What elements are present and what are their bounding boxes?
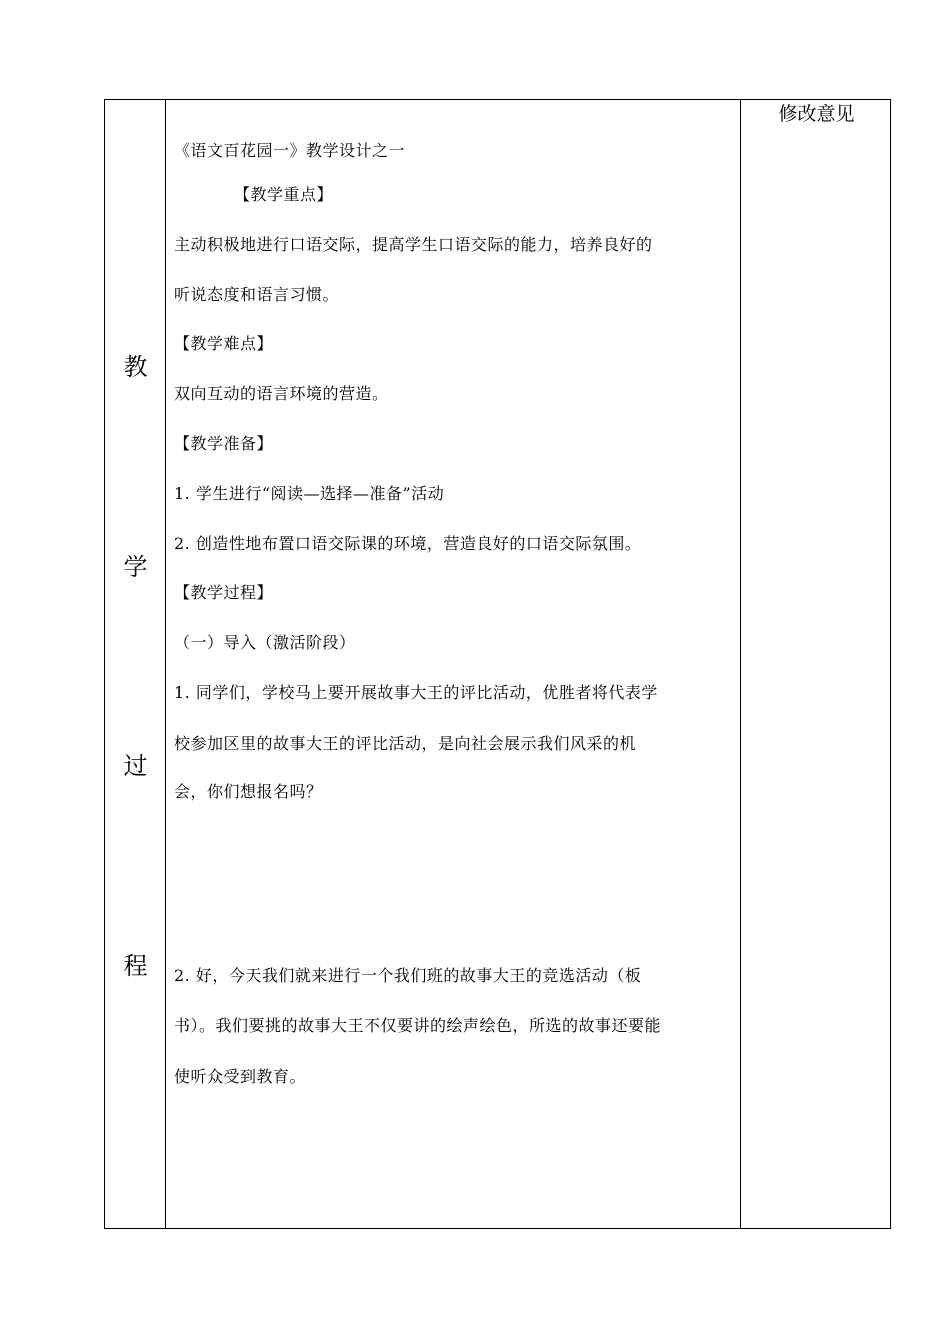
step2-line-1: 2. 好，今天我们就来进行一个我们班的故事大王的竞选活动（板 (174, 966, 642, 985)
revision-column (740, 100, 891, 1228)
left-label-column (105, 100, 166, 1228)
key-points-text-line-1: 主动积极地进行口语交际，提高学生口语交际的能力，培养良好的 (174, 235, 653, 254)
difficulty-heading: 【教学难点】 (174, 334, 274, 353)
step1-line-2: 校参加区里的故事大王的评比活动，是向社会展示我们风采的机 (174, 734, 637, 753)
revision-header: 修改意见 (778, 103, 855, 125)
step2-line-2: 书）。我们要挑的故事大王不仅要讲的绘声绘色，所选的故事还要能 (174, 1016, 662, 1035)
label-char-xue: 学 (123, 553, 148, 581)
label-char-cheng: 程 (123, 952, 148, 980)
difficulty-text: 双向互动的语言环境的营造。 (174, 384, 389, 403)
document-title: 《语文百花园一》教学设计之一 (174, 141, 406, 160)
intro-heading: （一）导入（激活阶段） (174, 633, 356, 652)
label-char-guo: 过 (123, 752, 148, 780)
key-points-text-line-2: 听说态度和语言习惯。 (174, 285, 340, 304)
label-char-jiao: 教 (123, 353, 148, 381)
step1-line-1: 1. 同学们，学校马上要开展故事大王的评比活动，优胜者将代表学 (174, 683, 658, 702)
preparation-item-1: 1. 学生进行“阅读—选择—准备”活动 (174, 484, 445, 503)
step1-line-3: 会，你们想报名吗？ (174, 782, 323, 801)
process-heading: 【教学过程】 (174, 583, 274, 602)
preparation-item-2: 2. 创造性地布置口语交际课的环境，营造良好的口语交际氛围。 (174, 534, 642, 553)
preparation-heading: 【教学准备】 (174, 434, 274, 453)
lesson-plan-table (104, 99, 891, 1229)
step2-line-3: 使听众受到教育。 (174, 1067, 307, 1086)
key-points-heading: 【教学重点】 (234, 185, 334, 204)
